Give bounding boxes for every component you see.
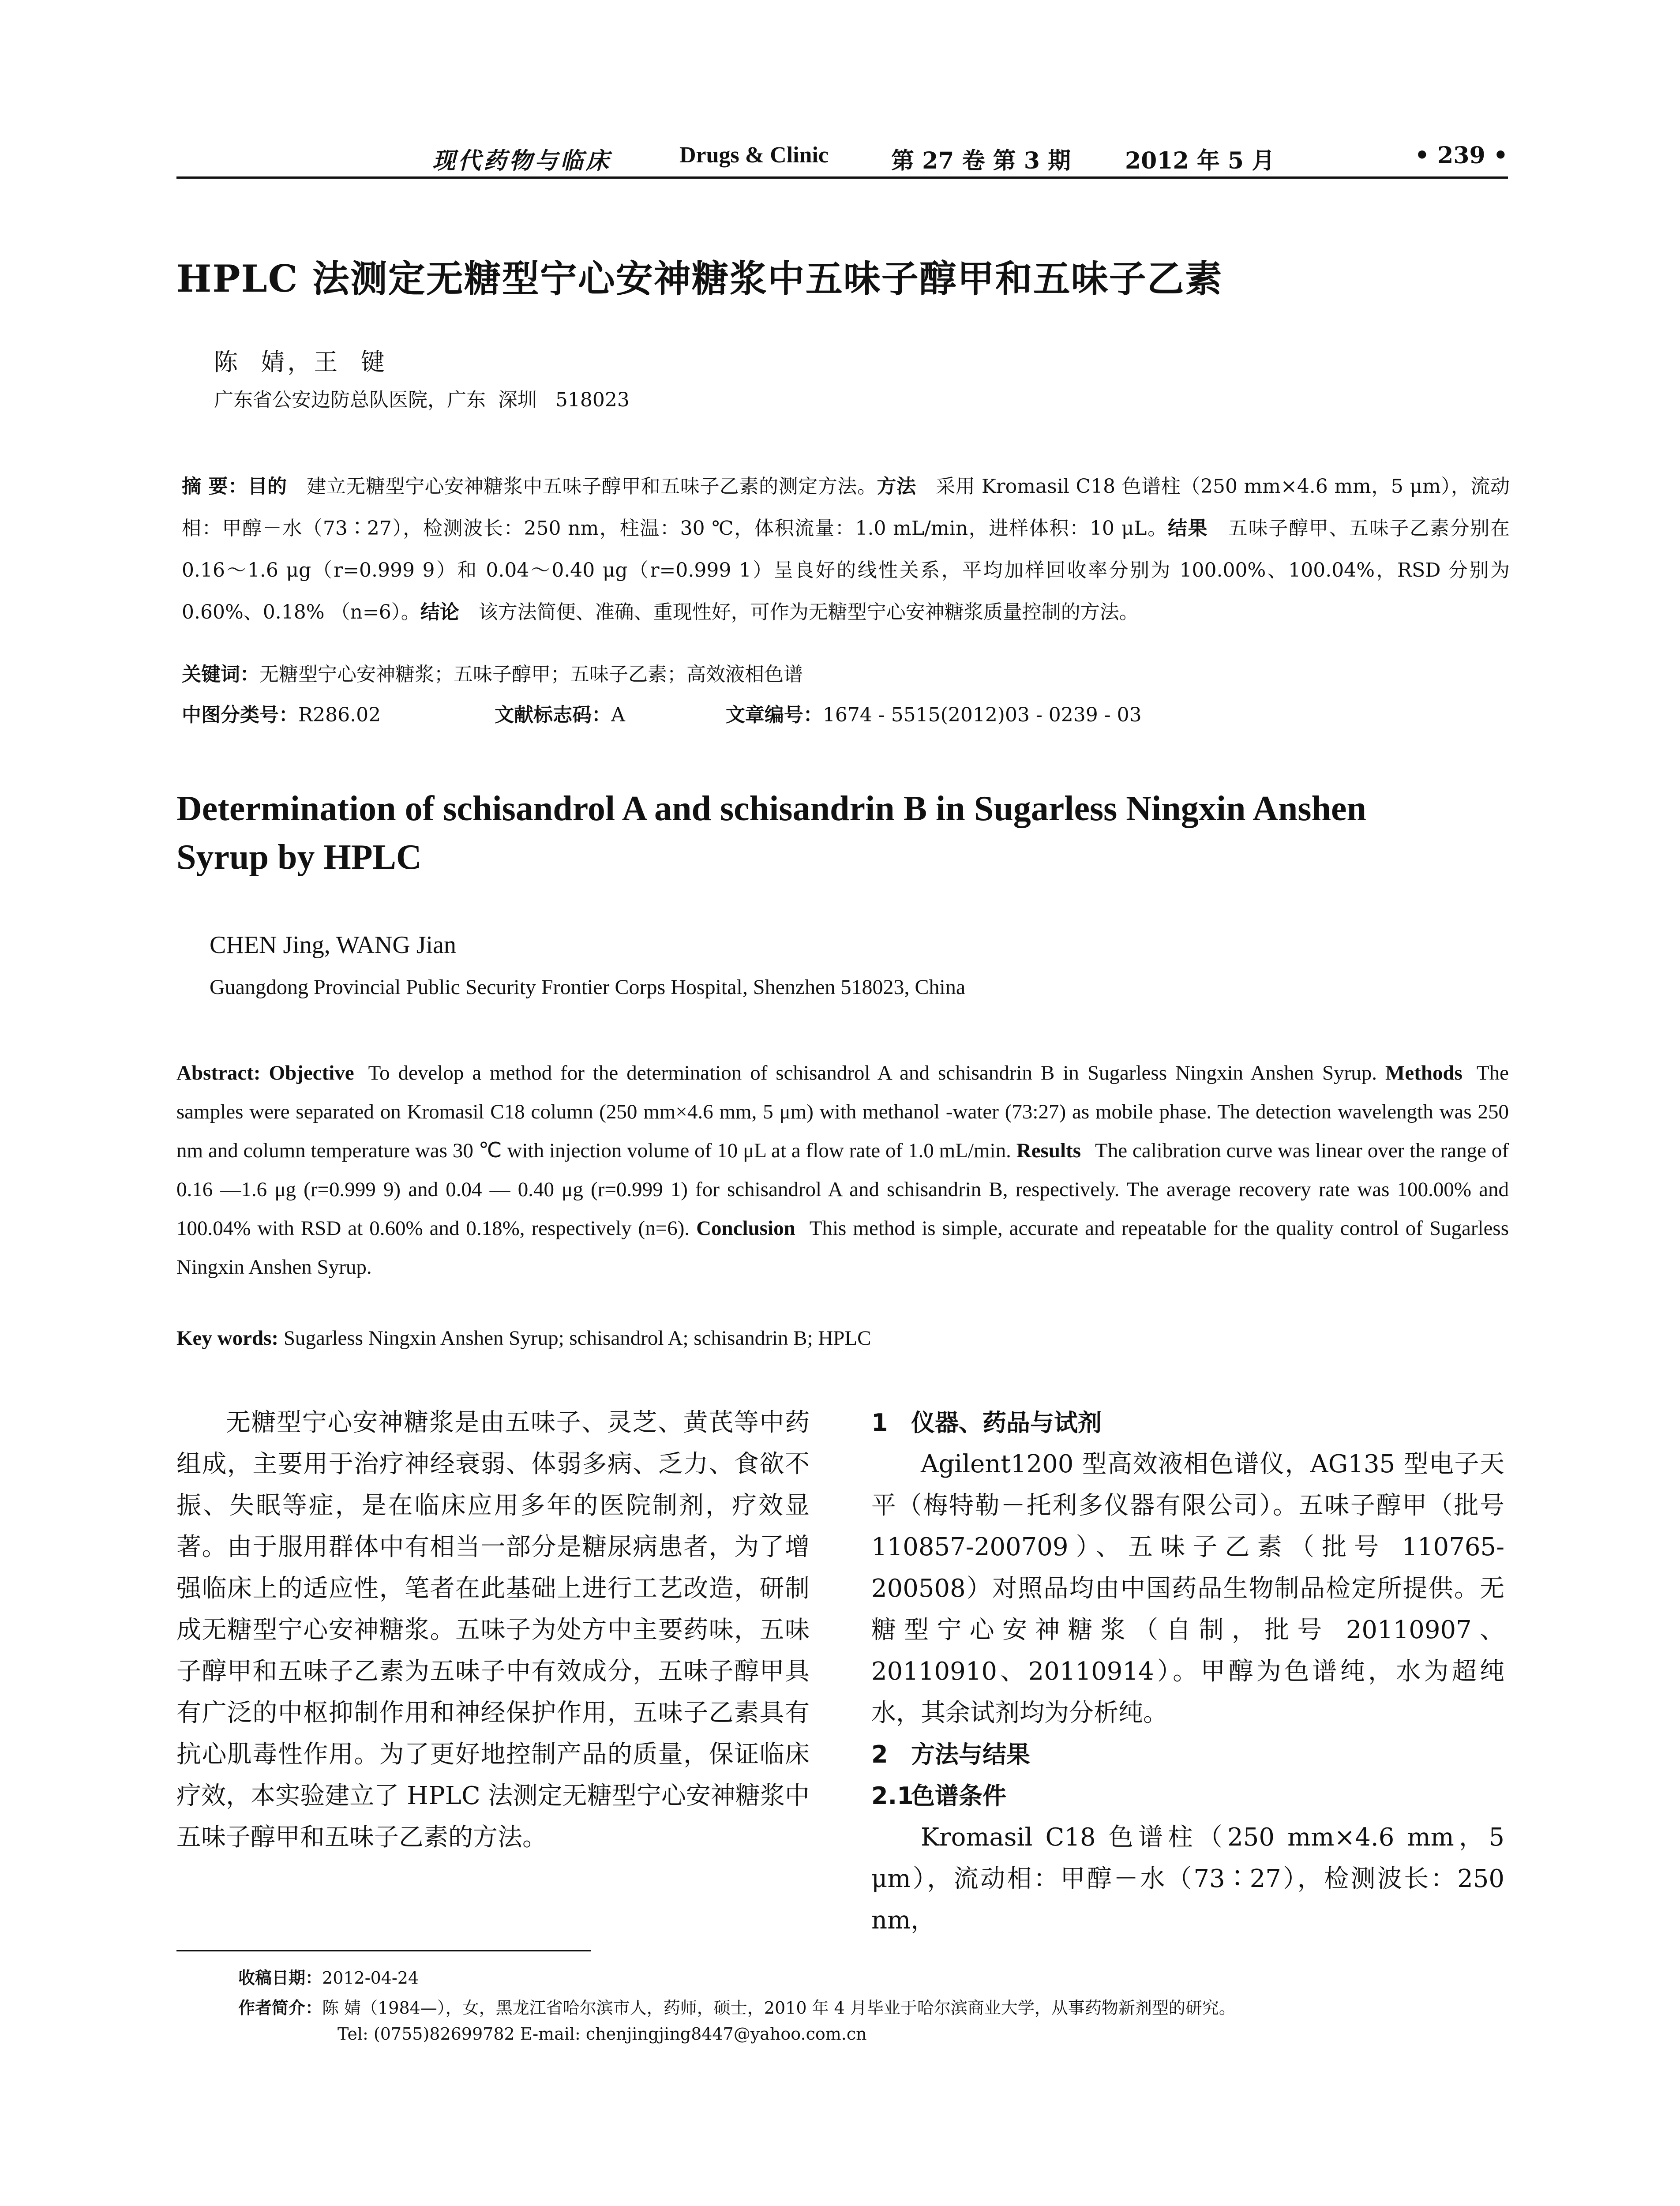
keywords-cn-label: 关键词： bbox=[182, 663, 259, 686]
article-title-en-line1: Determination of schisandrol A and schisandrin B in Sugarless Ningxin Anshen bbox=[176, 789, 1366, 828]
authors-cn: 陈 婧，王 键 bbox=[214, 348, 387, 376]
conclusion-en-label: Conclusion bbox=[696, 1217, 795, 1240]
methods-cn-label: 方法 bbox=[877, 475, 916, 498]
journal-name-cn: 现代药物与临床 bbox=[432, 147, 612, 174]
objective-en-label: Objective bbox=[269, 1062, 354, 1084]
volume-issue: 第 27 卷 第 3 期 bbox=[891, 147, 1071, 174]
affiliation-en: Guangdong Provincial Public Security Frontier Corps Hospital, Shenzhen 518023, China bbox=[210, 975, 966, 999]
body-column-right bbox=[871, 1402, 1504, 1941]
clc-label: 中图分类号： bbox=[182, 704, 298, 726]
objective-cn-text: 建立无糖型宁心安神糖浆中五味子醇甲和五味子乙素的测定方法。 bbox=[306, 475, 877, 498]
keywords-cn-text: 无糖型宁心安神糖浆；五味子醇甲；五味子乙素；高效液相色谱 bbox=[259, 663, 803, 686]
conclusion-cn-label: 结论 bbox=[420, 601, 459, 623]
journal-name-en: Drugs & Clinic bbox=[679, 143, 829, 168]
section-2-title: 方法与结果 bbox=[911, 1741, 1030, 1768]
keywords-en-text: Sugarless Ningxin Anshen Syrup; schisandrol A; schisandrin B; HPLC bbox=[283, 1327, 871, 1350]
conclusion-cn-text: 该方法简便、准确、重现性好，可作为无糖型宁心安神糖浆质量控制的方法。 bbox=[478, 601, 1139, 623]
article-no-value: 1674 - 5515(2012)03 - 0239 - 03 bbox=[822, 704, 1142, 726]
methods-en-label: Methods bbox=[1385, 1062, 1462, 1084]
section-2-1-number: 2.1 bbox=[871, 1782, 914, 1810]
abstract-cn-label: 摘 要： bbox=[182, 475, 248, 498]
abstract-en-label: Abstract: bbox=[176, 1062, 261, 1084]
footnote-received bbox=[238, 1964, 419, 1988]
authors-en: CHEN Jing, WANG Jian bbox=[210, 931, 456, 959]
objective-en-text: To develop a method for the determination of schisandrol A and schisandrin B in Sugarless Ningxin Anshen Syrup. bbox=[368, 1062, 1377, 1084]
results-cn-text: 五味子醇甲、五味子乙素分别在 0.16～1.6 μg（r=0.999 9）和 0.04～0.40 μg（r=0.999 1）呈良好的线性关系，平均加样回收率分别为 100.00%、100.04%，RSD 分别为 0.60%、0.18% （n=6）。 bbox=[182, 517, 1510, 623]
objective-cn-label: 目的 bbox=[248, 475, 287, 498]
body-column-left bbox=[176, 1402, 810, 1858]
keywords-en bbox=[176, 1326, 1509, 1350]
section-2-1-paragraph: Kromasil C18 色谱柱（250 mm×4.6 mm，5 μm），流动相：甲醇－水（73∶27），检测波长：250 nm， bbox=[871, 1823, 1504, 1935]
section-1-title: 仪器、药品与试剂 bbox=[911, 1409, 1102, 1437]
received-date: 2012-04-24 bbox=[322, 1968, 419, 1988]
section-1-paragraph: Agilent1200 型高效液相色谱仪，AG135 型电子天平（梅特勒－托利多仪器有限公司）。五味子醇甲（批号 110857-200709）、五味子乙素（批号 110765-200508）对照品均由中国药品生物制品检定所提供。无糖型宁心安神糖浆（自制，批号 20110907、20110910、20110914）。甲醇为色谱纯，水为超纯水，其余试剂均为分析纯。 bbox=[871, 1450, 1504, 1727]
abstract-en bbox=[176, 1054, 1509, 1287]
publication-date: 2012 年 5 月 bbox=[1125, 147, 1275, 174]
results-en-text: The calibration curve was linear over the range of 0.16 —1.6 μg (r=0.999 9) and 0.04 — 0.40 μg (r=0.999 1) for schisandrol A and schisandrin B, respectively. The average recovery rate was 100.00% and 100.04% with RSD at 0.60% and 0.18%, respectively (n=6). bbox=[176, 1139, 1509, 1240]
section-2-heading bbox=[871, 1734, 1504, 1775]
article-title-en bbox=[176, 784, 1509, 882]
abstract-cn bbox=[182, 465, 1510, 633]
running-header bbox=[176, 140, 1508, 179]
footnote-author bbox=[238, 1994, 1236, 2018]
author-bio-label: 作者简介： bbox=[238, 1998, 322, 2018]
affiliation-cn: 广东省公安边防总队医院，广东 深圳 518023 bbox=[214, 389, 630, 411]
footnote-contact: Tel: (0755)82699782 E-mail: chenjingjing8447@yahoo.com.cn bbox=[338, 2024, 867, 2044]
section-2-1-title: 色谱条件 bbox=[911, 1782, 1006, 1810]
keywords-cn bbox=[182, 658, 1510, 687]
methods-cn-text: 采用 Kromasil C18 色谱柱（250 mm×4.6 mm，5 μm），流动相：甲醇－水（73∶27），检测波长：250 nm，柱温：30 ℃，体积流量：1.0 mL/min，进样体积：10 μL。 bbox=[182, 475, 1510, 540]
author-bio: 陈 婧（1984—），女，黑龙江省哈尔滨市人，药师，硕士，2010 年 4 月毕业于哈尔滨商业大学，从事药物新剂型的研究。 bbox=[322, 1998, 1236, 2018]
classification-line bbox=[182, 699, 1510, 727]
conclusion-en-text: This method is simple, accurate and repeatable for the quality control of Sugarless Ningxin Anshen Syrup. bbox=[176, 1217, 1509, 1279]
section-2-number: 2 bbox=[871, 1741, 888, 1768]
results-cn-label: 结果 bbox=[1167, 517, 1208, 540]
section-1-number: 1 bbox=[871, 1409, 888, 1437]
doc-code-value: A bbox=[611, 704, 625, 726]
article-no-label: 文章编号： bbox=[725, 704, 823, 726]
intro-paragraph: 无糖型宁心安神糖浆是由五味子、灵芝、黄芪等中药组成，主要用于治疗神经衰弱、体弱多病、乏力、食欲不振、失眠等症，是在临床应用多年的医院制剂，疗效显著。由于服用群体中有相当一部分是糖尿病患者，为了增强临床上的适应性，笔者在此基础上进行工艺改造，研制成无糖型宁心安神糖浆。五味子为处方中主要药味，五味子醇甲和五味子乙素为五味子中有效成分，五味子醇甲具有广泛的中枢抑制作用和神经保护作用，五味子乙素具有抗心肌毒性作用。为了更好地控制产品的质量，保证临床疗效，本实验建立了 HPLC 法测定无糖型宁心安神糖浆中五味子醇甲和五味子乙素的方法。 bbox=[176, 1408, 810, 1852]
received-label: 收稿日期： bbox=[238, 1968, 322, 1988]
section-1-heading bbox=[871, 1402, 1504, 1444]
clc-value: R286.02 bbox=[298, 704, 381, 726]
doc-code-label: 文献标志码： bbox=[495, 704, 611, 726]
methods-en-text: The samples were separated on Kromasil C18 column (250 mm×4.6 mm, 5 μm) with methanol -water (73:27) as mobile phase. The detection wavelength was 250 nm and column temperature was 30 ℃ with injection volume of 10 μL at a flow rate of 1.0 mL/min. bbox=[176, 1062, 1509, 1162]
section-2-1-heading bbox=[871, 1775, 1504, 1817]
article-title-cn: HPLC 法测定无糖型宁心安神糖浆中五味子醇甲和五味子乙素 bbox=[176, 257, 1223, 300]
keywords-en-label: Key words: bbox=[176, 1327, 279, 1350]
footnote-divider bbox=[176, 1950, 591, 1951]
article-title-en-line2: Syrup by HPLC bbox=[176, 838, 422, 877]
page-number: • 239 • bbox=[1414, 142, 1508, 169]
results-en-label: Results bbox=[1016, 1139, 1081, 1162]
